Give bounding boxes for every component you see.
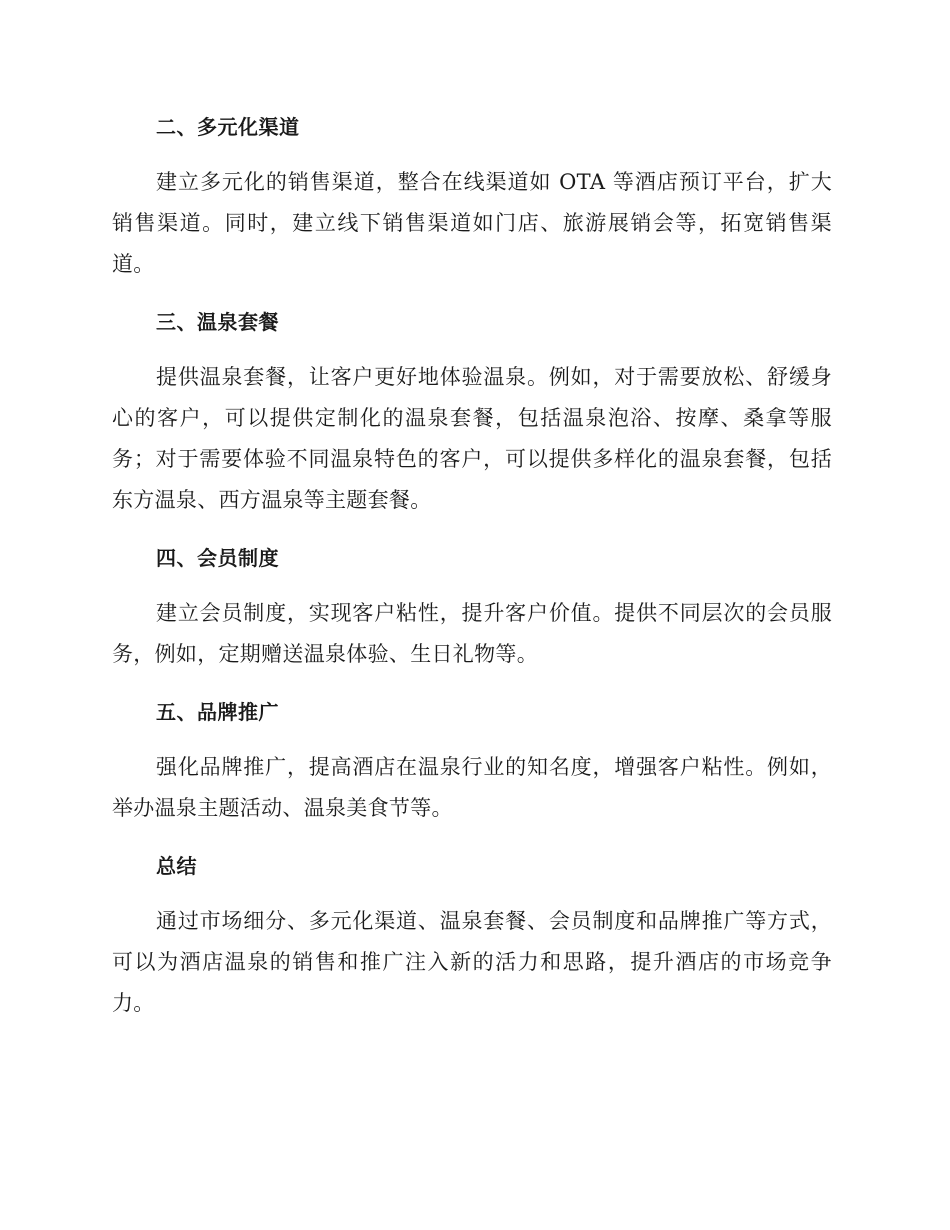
section-brand-promotion (112, 695, 832, 829)
section-heading: 总结 (156, 854, 197, 878)
section-heading: 二、多元化渠道 (156, 115, 300, 139)
section-heading: 五、品牌推广 (156, 700, 279, 724)
section-paragraph: 建立会员制度，实现客户粘性，提升客户价值。提供不同层次的会员服务，例如，定期赠送温泉体验、生日礼物等。 (112, 601, 832, 666)
section-paragraph: 提供温泉套餐，让客户更好地体验温泉。例如，对于需要放松、舒缓身心的客户，可以提供定制化的温泉套餐，包括温泉泡浴、按摩、桑拿等服务；对于需要体验不同温泉特色的客户，可以提供多样化的温泉套餐，包括东方温泉、西方温泉等主题套餐。 (112, 365, 832, 512)
section-membership (112, 541, 832, 675)
section-heading: 四、会员制度 (156, 546, 279, 570)
section-paragraph: 强化品牌推广，提高酒店在温泉行业的知名度，增强客户粘性。例如，举办温泉主题活动、温泉美食节等。 (112, 755, 832, 820)
section-hot-spring-package (112, 305, 832, 521)
section-summary (112, 849, 832, 1024)
document-body (112, 110, 832, 1044)
section-multichannel (112, 110, 832, 285)
section-paragraph: 建立多元化的销售渠道，整合在线渠道如 OTA 等酒店预订平台，扩大销售渠道。同时，建立线下销售渠道如门店、旅游展销会等，拓宽销售渠道。 (112, 170, 832, 276)
section-paragraph: 通过市场细分、多元化渠道、温泉套餐、会员制度和品牌推广等方式，可以为酒店温泉的销售和推广注入新的活力和思路，提升酒店的市场竞争力。 (112, 909, 832, 1015)
section-heading: 三、温泉套餐 (156, 310, 279, 334)
